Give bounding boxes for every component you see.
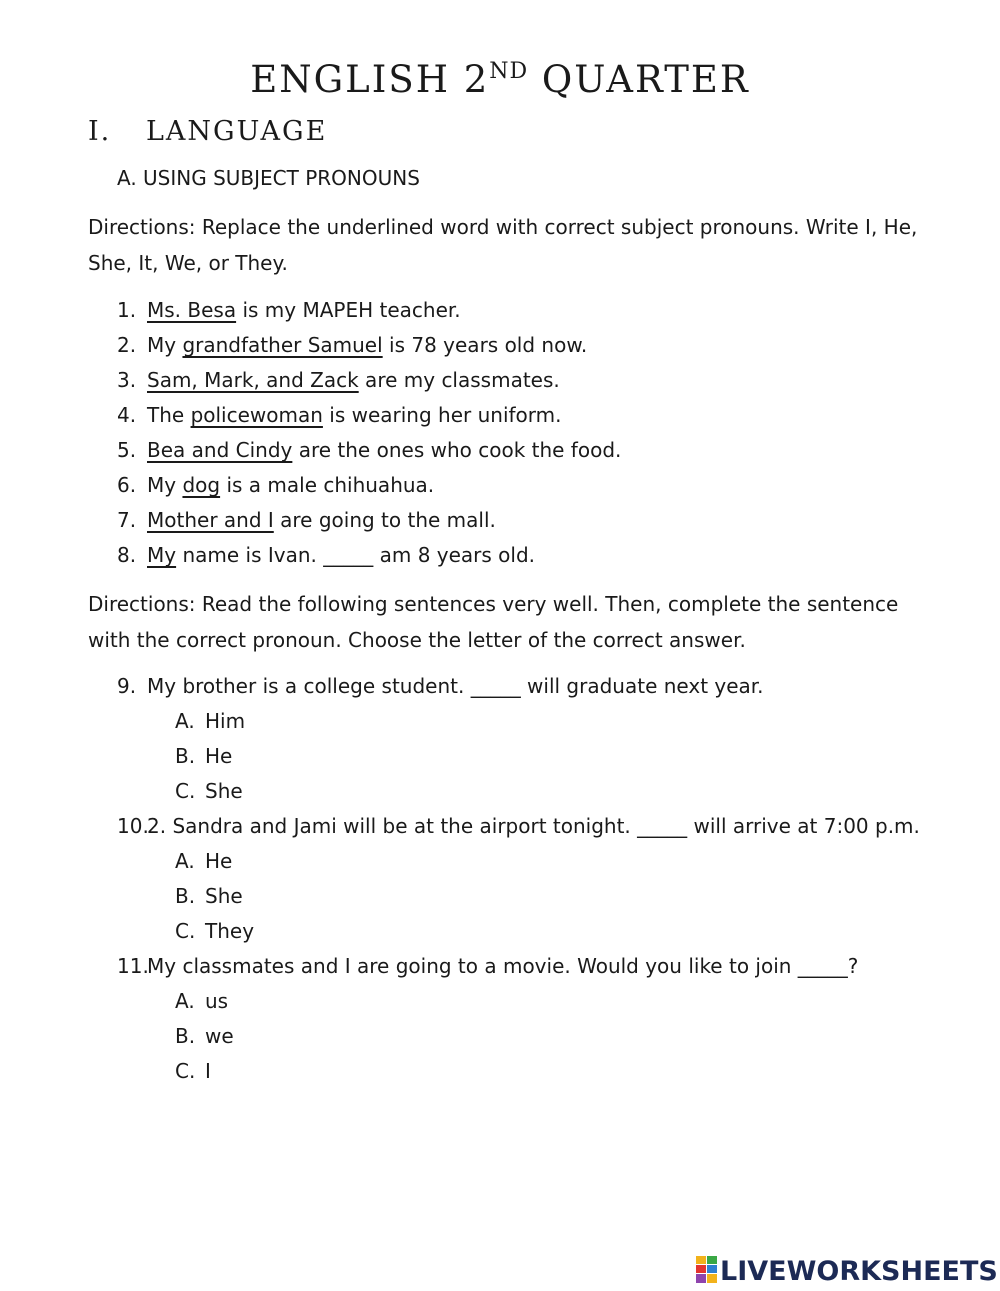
option-text: She [205,779,243,803]
subsection-heading: A. USING SUBJECT PRONOUNS [117,166,420,190]
option-letter: C. [175,919,196,943]
question-item [117,949,920,984]
option-letter: A. [175,709,195,733]
directions-part1: Directions: Replace the underlined word with correct subject pronouns. Write I, He, She, It, We, or They. [88,215,918,275]
answer-option[interactable] [117,984,920,1019]
option-letter: C. [175,779,196,803]
title-main: ENGLISH 2 [250,58,490,101]
question-item [117,398,621,433]
question-text-after: is a male chihuahua. [220,473,435,497]
question-text-after: are going to the mall. [273,508,496,532]
option-text: She [205,884,243,908]
question-text-after: is 78 years old now. [382,333,588,357]
question-number: 9. [117,674,137,698]
question-item [117,433,621,468]
answer-option[interactable] [117,1019,920,1054]
option-text: He [205,849,233,873]
question-number: 8. [117,543,137,567]
question-number: 3. [117,368,137,392]
question-number: 1. [117,298,137,322]
option-text: They [205,919,255,943]
answer-option[interactable] [117,914,920,949]
question-text-after: are the ones who cook the food. [292,438,622,462]
directions-part2: Directions: Read the following sentences very well. Then, complete the sentence with the correct pronoun. Choose the letter of the correct answer. [88,592,899,652]
option-letter: B. [175,884,196,908]
option-letter: B. [175,744,196,768]
title-superscript: ND [489,59,529,84]
underlined-word: My [147,543,177,567]
question-number: 11. [117,954,149,978]
question-number: 10. [117,814,149,838]
underlined-word: Sam, Mark, and Zack [147,368,359,392]
question-text-before: My [147,473,183,497]
underlined-word: grandfather Samuel [182,333,383,357]
question-text-after: name is Ivan. _____ am 8 years old. [176,543,536,567]
question-item [117,538,621,573]
question-number: 6. [117,473,137,497]
section-heading [88,116,327,147]
underlined-word: Mother and I [147,508,274,532]
option-text: I [205,1059,211,1083]
question-text-after: is my MAPEH teacher. [236,298,461,322]
question-item [117,328,621,363]
question-number: 2. [117,333,137,357]
question-text-after: are my classmates. [358,368,560,392]
underlined-word: Bea and Cindy [147,438,293,462]
question-text: My classmates and I are going to a movie. Would you like to join _____? [147,954,859,978]
title-rest: QUARTER [528,58,750,101]
question-number: 4. [117,403,137,427]
page-title [0,58,1000,101]
question-text-after: is wearing her uniform. [322,403,562,427]
brand-name: LIVEWORKSHEETS [720,1256,998,1287]
question-item [117,669,920,704]
answer-option[interactable] [117,1054,920,1089]
underlined-word: dog [182,473,221,497]
section-number: I. [88,116,112,147]
answer-option[interactable] [117,879,920,914]
underlined-word: policewoman [190,403,323,427]
option-text: us [205,989,229,1013]
option-letter: A. [175,849,195,873]
option-text: He [205,744,233,768]
question-item [117,503,621,538]
liveworksheets-logo-icon [696,1256,718,1284]
answer-option[interactable] [117,844,920,879]
part1-question-list [117,293,621,573]
question-item [117,809,920,844]
answer-option[interactable] [117,739,920,774]
question-item [117,293,621,328]
question-item [117,468,621,503]
liveworksheets-branding[interactable] [696,1256,998,1288]
option-letter: A. [175,989,195,1013]
question-number: 5. [117,438,137,462]
question-text-before: The [147,403,191,427]
option-letter: B. [175,1024,196,1048]
question-text: My brother is a college student. _____ will graduate next year. [147,674,764,698]
answer-option[interactable] [117,774,920,809]
question-text-before: My [147,333,183,357]
underlined-word: Ms. Besa [147,298,237,322]
section-label: LANGUAGE [146,116,328,147]
question-number: 7. [117,508,137,532]
question-text: 2. Sandra and Jami will be at the airport tonight. _____ will arrive at 7:00 p.m. [147,814,920,838]
question-item [117,363,621,398]
part2-question-list [117,669,920,1089]
option-text: we [205,1024,234,1048]
option-letter: C. [175,1059,196,1083]
answer-option[interactable] [117,704,920,739]
option-text: Him [205,709,246,733]
